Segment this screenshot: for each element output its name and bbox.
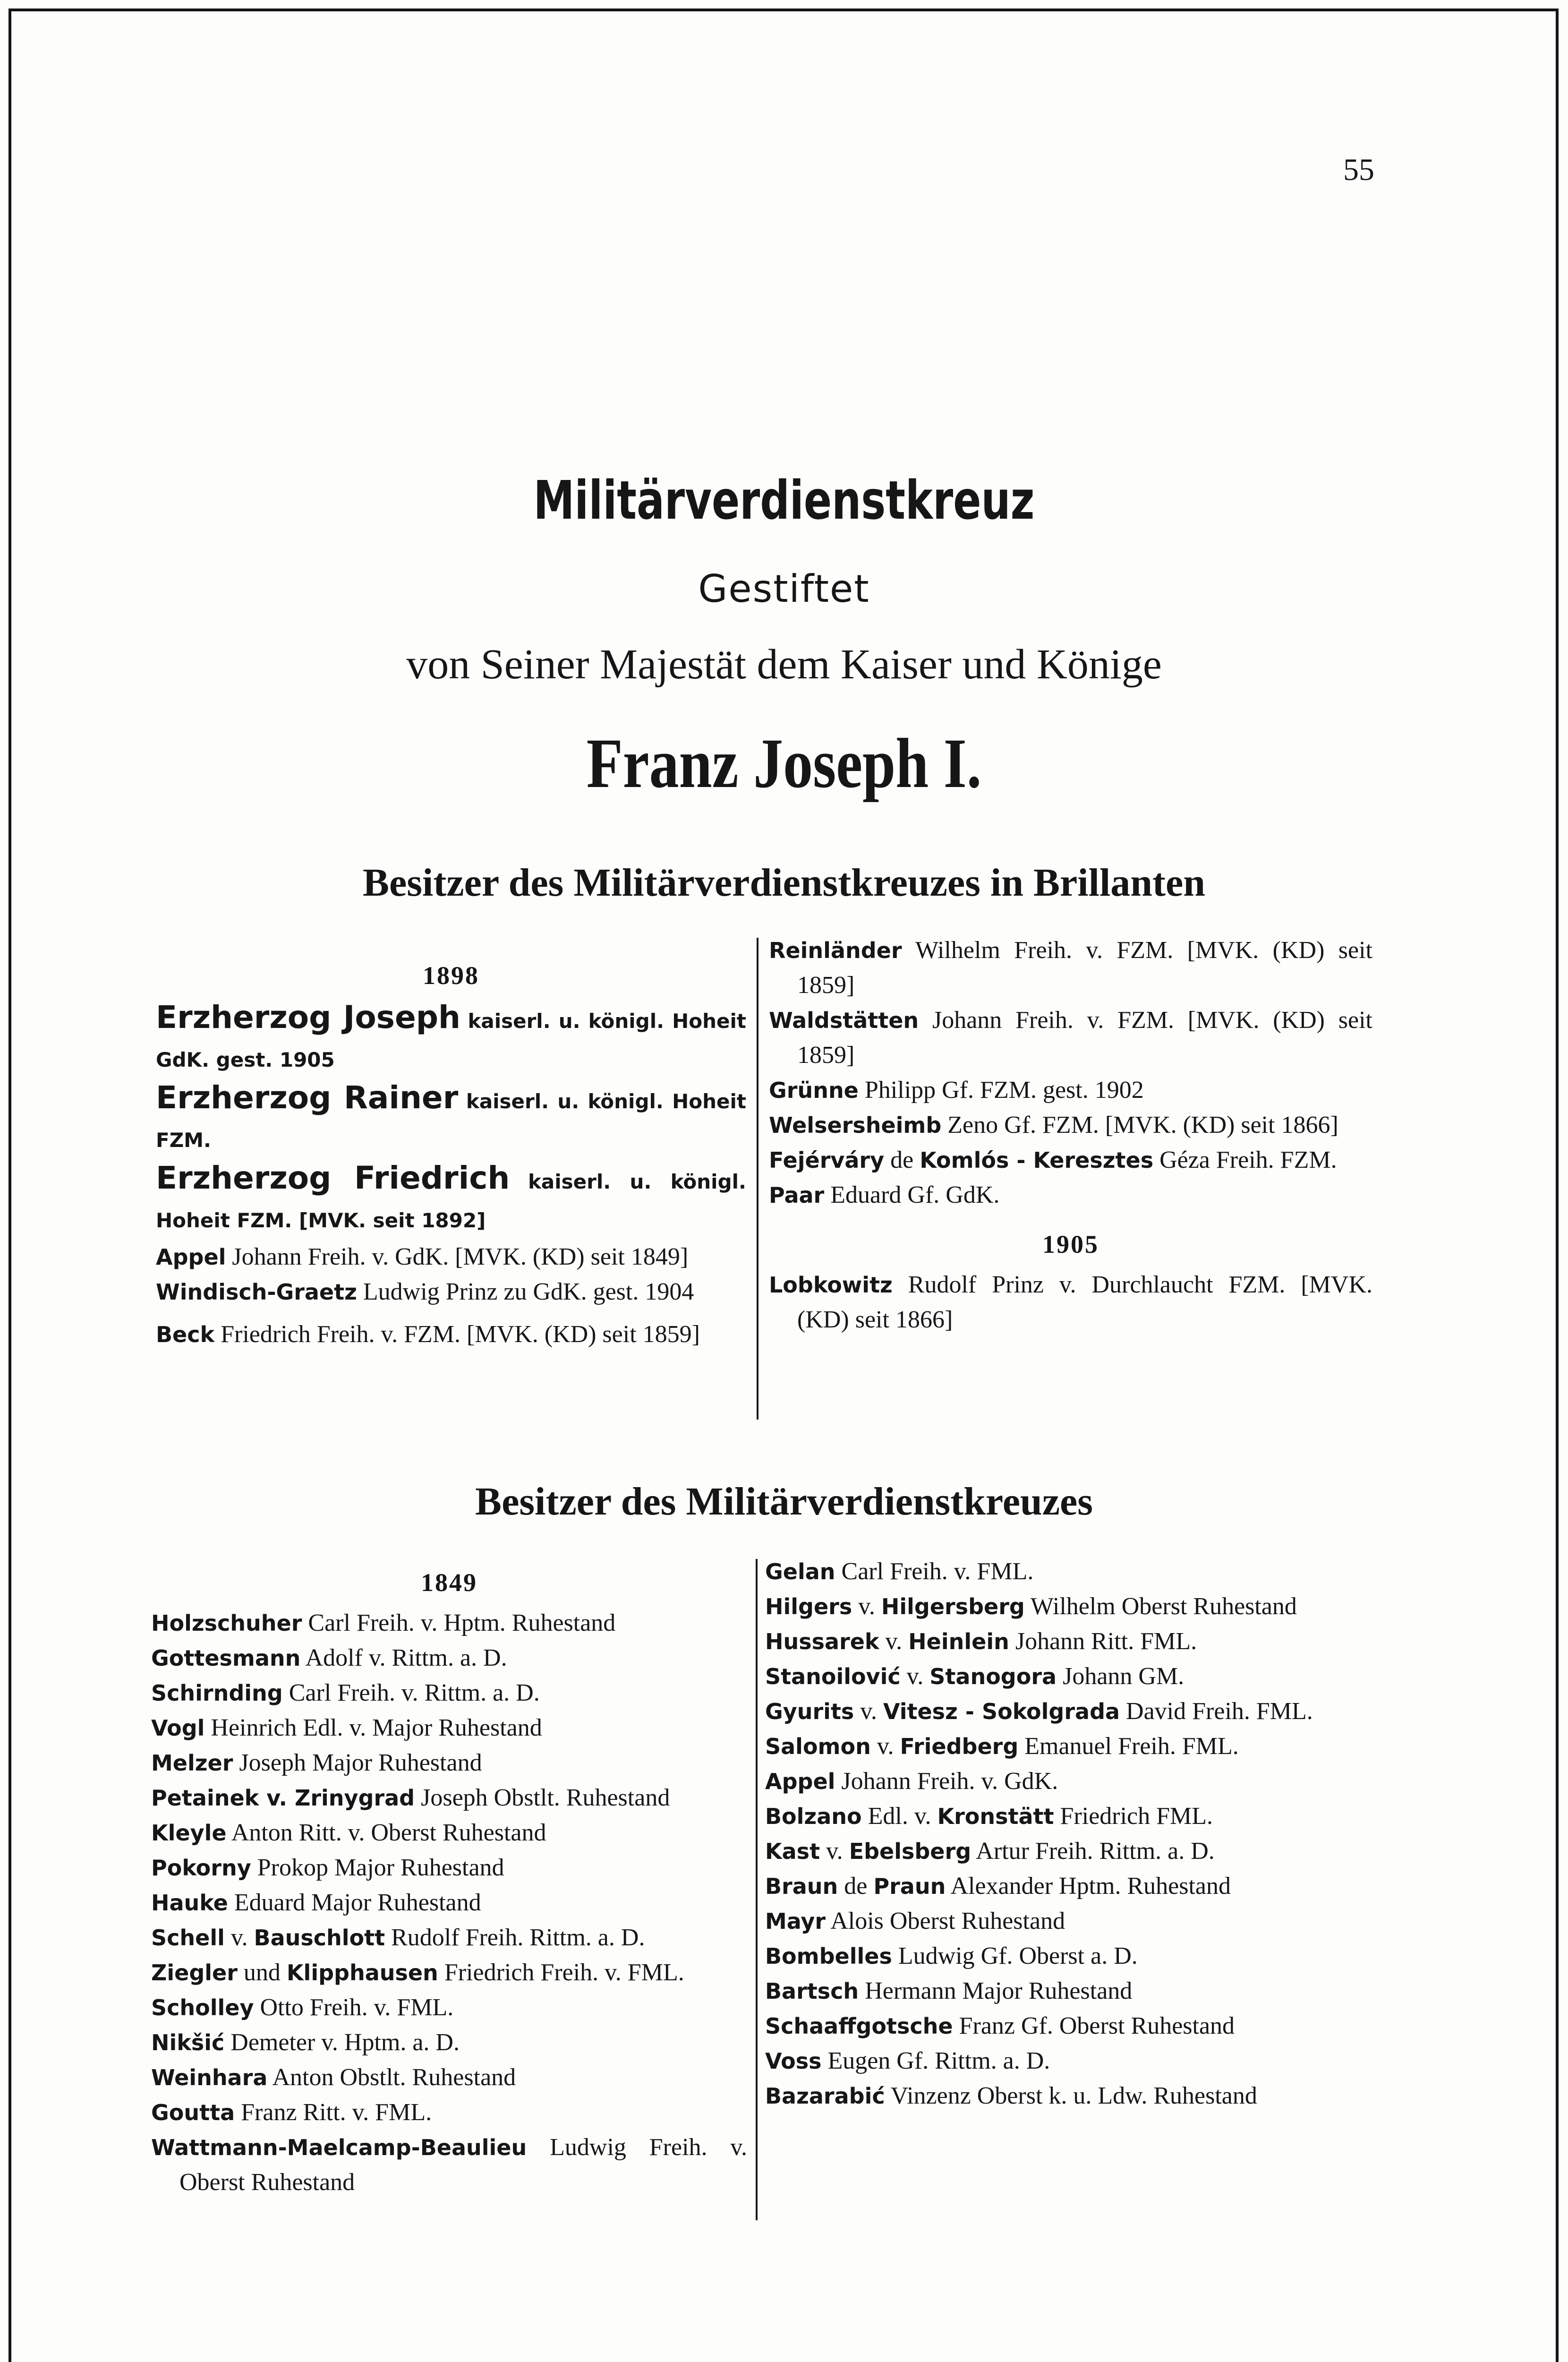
list-item: Scholley Otto Freih. v. FML. (151, 1994, 454, 2021)
page-number: 55 (1343, 153, 1374, 187)
list-item: Reinländer Wilhelm Freih. v. FZM. [MVK. (KD) seit 1859] (769, 937, 1373, 999)
list-item: Ziegler und Klipphausen Friedrich Freih. v. FML. (151, 1959, 684, 1986)
list-item: Lobkowitz Rudolf Prinz v. Durchlaucht FZM. [MVK. (KD) seit 1866] (769, 1271, 1373, 1333)
list-item: Salomon v. Friedberg Emanuel Freih. FML. (765, 1733, 1239, 1760)
list-item: Petainek v. Zrinygrad Joseph Obstlt. Ruhestand (151, 1784, 670, 1811)
dedication: von Seiner Majestät dem Kaiser und Könige (406, 641, 1162, 688)
list-item: Windisch-Graetz Ludwig Prinz zu GdK. gest. 1904 (156, 1278, 694, 1305)
year-heading: 1849 (421, 1568, 477, 1597)
list-item: Goutta Franz Ritt. v. FML. (151, 2099, 432, 2126)
list-item: Hussarek v. Heinlein Johann Ritt. FML. (765, 1628, 1197, 1655)
list-item: Erzherzog Friedrich kaiserl. u. königl. Hoheit FZM. [MVK. seit 1892] (156, 1160, 746, 1232)
list-item: Kleyle Anton Ritt. v. Oberst Ruhestand (151, 1819, 546, 1846)
list-item: Kast v. Ebelsberg Artur Freih. Rittm. a. D. (765, 1838, 1215, 1865)
mvk-left-column (151, 1561, 747, 2200)
list-item: Holzschuher Carl Freih. v. Hptm. Ruhestand (151, 1609, 616, 1636)
list-item: Erzherzog Rainer kaiserl. u. königl. Hoheit FZM. (156, 1079, 746, 1152)
list-item: Hilgers v. Hilgersberg Wilhelm Oberst Ruhestand (765, 1593, 1297, 1620)
list-item: Gelan Carl Freih. v. FML. (765, 1558, 1034, 1585)
year-heading: 1905 (1042, 1230, 1099, 1258)
list-item: Voss Eugen Gf. Rittm. a. D. (765, 2047, 1050, 2074)
section-heading-mvk: Besitzer des Militärverdienstkreuzes (475, 1480, 1093, 1523)
list-item: Gottesmann Adolf v. Rittm. a. D. (151, 1644, 507, 1671)
mvk-right-column (765, 1554, 1373, 2114)
page-title: Militärverdienstkreuz (533, 470, 1035, 531)
list-item: Grünne Philipp Gf. FZM. gest. 1902 (769, 1077, 1144, 1104)
list-item: Erzherzog Joseph kaiserl. u. königl. Hoheit GdK. gest. 1905 (156, 999, 746, 1071)
list-item: Waldstätten Johann Freih. v. FZM. [MVK. (KD) seit 1859] (769, 1007, 1373, 1069)
list-item: Stanoilović v. Stanogora Johann GM. (765, 1663, 1185, 1690)
list-item: Braun de Praun Alexander Hptm. Ruhestand (765, 1873, 1231, 1900)
list-item: Bartsch Hermann Major Ruhestand (765, 1977, 1133, 2004)
list-item: Bazarabić Vinzenz Oberst k. u. Ldw. Ruhestand (765, 2082, 1257, 2109)
year-heading: 1898 (423, 961, 479, 990)
column-divider (757, 938, 758, 1420)
list-item: Hauke Eduard Major Ruhestand (151, 1889, 481, 1916)
list-item: Melzer Joseph Major Ruhestand (151, 1749, 482, 1776)
list-item: Vogl Heinrich Edl. v. Major Ruhestand (151, 1714, 542, 1741)
subtitle: Gestiftet (698, 567, 870, 611)
list-item: Welsersheimb Zeno Gf. FZM. [MVK. (KD) seit 1866] (769, 1112, 1338, 1138)
list-item: Weinhara Anton Obstlt. Ruhestand (151, 2064, 516, 2091)
brillanten-left-column (156, 954, 746, 1352)
brillanten-right-column (769, 933, 1372, 1337)
column-divider (756, 1559, 758, 2220)
list-item: Paar Eduard Gf. GdK. (769, 1181, 1000, 1208)
list-item: Appel Johann Freih. v. GdK. (765, 1768, 1058, 1795)
list-item: Schell v. Bauschlott Rudolf Freih. Rittm. a. D. (151, 1924, 645, 1951)
list-item: Wattmann-Maelcamp-Beaulieu Ludwig Freih. v. Oberst Ruhestand (151, 2134, 747, 2196)
list-item: Pokorny Prokop Major Ruhestand (151, 1854, 504, 1881)
list-item: Gyurits v. Vitesz - Sokolgrada David Freih. FML. (765, 1698, 1313, 1725)
list-item: Schaaffgotsche Franz Gf. Oberst Ruhestand (765, 2012, 1235, 2039)
list-item: Schirnding Carl Freih. v. Rittm. a. D. (151, 1679, 540, 1706)
list-item: Nikšić Demeter v. Hptm. a. D. (151, 2029, 460, 2056)
list-item: Fejérváry de Komlós - Keresztes Géza Freih. FZM. (769, 1147, 1337, 1173)
founder-name: Franz Joseph I. (586, 724, 982, 803)
list-item: Bolzano Edl. v. Kronstätt Friedrich FML. (765, 1803, 1213, 1830)
list-item: Bombelles Ludwig Gf. Oberst a. D. (765, 1943, 1138, 1969)
list-item: Beck Friedrich Freih. v. FZM. [MVK. (KD) seit 1859] (156, 1321, 700, 1348)
list-item: Appel Johann Freih. v. GdK. [MVK. (KD) seit 1849] (156, 1243, 689, 1270)
section-heading-brillanten: Besitzer des Militärverdienstkreuzes in Brillanten (363, 861, 1205, 905)
list-item: Mayr Alois Oberst Ruhestand (765, 1908, 1065, 1934)
